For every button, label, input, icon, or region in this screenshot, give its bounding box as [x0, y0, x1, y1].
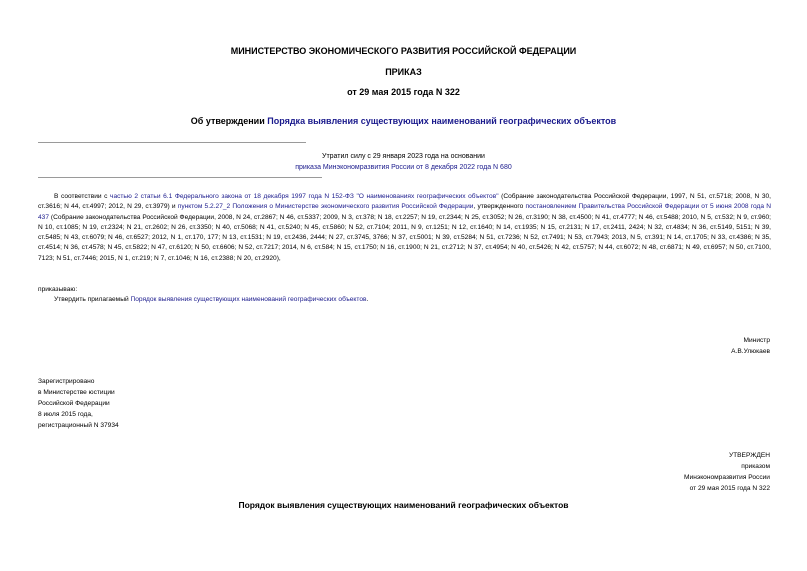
- title-link[interactable]: Порядка выявления существующих наименований географических объектов: [267, 116, 617, 126]
- registration-line: Российской Федерации: [38, 400, 110, 407]
- signature-name: А.В.Улюкаев: [731, 348, 770, 355]
- doc-type-heading: ПРИКАЗ: [385, 67, 422, 77]
- approved-line: приказом: [741, 463, 770, 470]
- approved-line: УТВЕРЖДЕН: [728, 452, 770, 459]
- page-title: [0, 116, 807, 127]
- title-prefix: Об утверждении: [190, 116, 268, 126]
- preamble-paragraph: [38, 192, 771, 264]
- divider-bottom: [38, 177, 322, 178]
- registration-line: регистрационный N 37934: [38, 422, 119, 429]
- ministry-heading: МИНИСТЕРСТВО ЭКОНОМИЧЕСКОГО РАЗВИТИЯ РОССИЙСКОЙ ФЕДЕРАЦИИ: [230, 46, 577, 56]
- expiry-note-line2: [0, 163, 807, 173]
- government-decree-link[interactable]: постановлением Правительства Российской Федерации от 5 июня 2008 года N 437: [38, 203, 771, 221]
- registration-line: в Министерстве юстиции: [38, 389, 115, 396]
- approve-end: .: [366, 296, 369, 303]
- approved-line: от 29 мая 2015 года N 322: [689, 485, 770, 492]
- preamble-text-2: (Собрание законодательства Российской Федерации, 1997, N 51, ст.5718; 2008, N 30, ст.3616; N 44, ст.4997; 2012, N 29, ст.3979) и: [38, 193, 772, 211]
- doc-date-heading: от 29 мая 2015 года N 322: [347, 87, 460, 97]
- appendix-title: Порядок выявления существующих наименований географических объектов: [238, 500, 569, 510]
- approved-line: Минэкономразвития России: [684, 474, 770, 481]
- registration-block: [38, 376, 119, 431]
- federal-law-link[interactable]: частью 2 статьи 6.1 Федерального закона от 18 декабря 1997 года N 152-ФЗ "О наименованиях географических объектов": [110, 193, 499, 200]
- approve-text: Утвердить прилагаемый: [54, 296, 131, 303]
- expiry-order-link[interactable]: приказа Минэкономразвития России от 8 декабря 2022 года N 680: [295, 164, 512, 171]
- divider-top: [38, 142, 306, 143]
- approved-stamp-block: [560, 450, 770, 494]
- approve-procedure-link[interactable]: Порядок выявления существующих наименований географических объектов: [130, 296, 367, 303]
- preamble-text-4: (Собрание законодательства Российской Федерации, 2008, N 24, ст.2867; N 46, ст.5337; 2009, N 3, ст.378; N 18, ст.2257; N 19, ст.2344; N 25, ст.3052; N 26, ст.3190; N 38, ст.4500; N 41, ст.4777; N 46, ст.5488; 2010, N 5, ст.532; N 9, ст.960; N 10, ст.1085; N 19, ст.2324; N 21, ст.2602; N 26, ст.3350; N 40, ст.5068; N 41, ст.5240; N 45, ст.5860; N 52, ст.7104; 2011, N 9, ст.1251; N 12, ст.1640; N 14, ст.1935; N 15, ст.2131; N 17, ст.2411, 2424; N 32, ст.4834; N 36, ст.5149, 5151; N 39, ст.5485; N 43, ст.6079; N 46, ст.6527; 2012, N 1, ст.170, 177; N 13, ст.1531; N 19, ст.2436, 2444; N 27, ст.3745, 3766; N 37, ст.5001; N 39, ст.5284; N 51, ст.7236; N 52, ст.7491; N 53, ст.7943; 2013, N 5, ст.391; N 14, ст.1705; N 33, ст.4386; N 35, ст.4514; N 36, ст.4578; N 45, ст.5822; N 47, ст.6120; N 50, ст.6606; N 52, ст.7217; 2014, N 6, ст.584; N 15, ст.1750; N 16, ст.1900; N 21, ст.2712; N 37, ст.4954; N 40, ст.5426; N 42, ст.5757; N 44, ст.6072; N 48, ст.6871; N 49, ст.6957; N 50, ст.7100, 7123; N 51, ст.7446; 2015, N 1, ст.219; N 7, ст.1046; N 16, ст.2388; N 20, ст.2920),: [38, 213, 771, 262]
- registration-line: Зарегистрировано: [38, 378, 95, 385]
- order-word: приказываю:: [38, 286, 78, 293]
- preamble-text-3: , утвержденного: [473, 203, 526, 211]
- registration-line: 8 июля 2015 года,: [38, 411, 93, 418]
- preamble-text-1: В соответствии с: [54, 193, 111, 200]
- approve-line: [54, 294, 368, 305]
- expiry-note-line1: Утратил силу с 29 января 2023 года на основании: [322, 153, 485, 160]
- signature-position: Министр: [743, 337, 770, 344]
- regulation-link[interactable]: пунктом 5.2.27_2 Положения о Министерстве экономического развития Российской Федерации: [177, 203, 474, 211]
